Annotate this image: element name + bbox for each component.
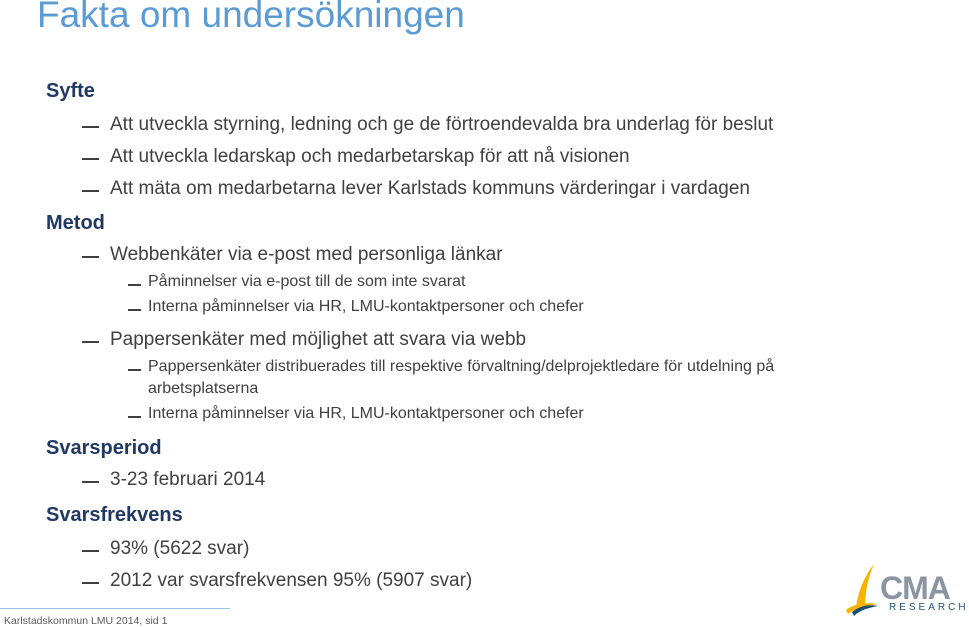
metod-web-label: Webbenkäter via e-post med personliga länkar <box>110 244 503 265</box>
bullet-dash <box>128 284 141 286</box>
syfte-item-2: Att utveckla ledarskap och medarbetarskap för att nå visionen <box>110 146 630 167</box>
bullet-dash <box>128 416 141 418</box>
svarsfrekvens-item-1: 93% (5622 svar) <box>110 538 250 559</box>
metod-paper-sub-2: Interna påminnelser via HR, LMU-kontaktpersoner och chefer <box>148 405 584 422</box>
bullet-dash <box>82 190 99 192</box>
bullet-dash <box>82 256 99 258</box>
logo-subtitle: RESEARCH <box>889 602 969 613</box>
metod-web-sub-2: Interna påminnelser via HR, LMU-kontaktpersoner och chefer <box>148 298 584 315</box>
footer-text: Karlstadskommun LMU 2014, sid 1 <box>4 615 168 627</box>
metod-paper-sub-1-line-2: arbetsplatserna <box>148 380 259 397</box>
heading-svarsperiod: Svarsperiod <box>46 437 162 459</box>
bullet-dash <box>82 582 99 584</box>
bullet-dash <box>128 369 141 371</box>
bullet-dash <box>82 341 99 343</box>
page-title: Fakta om undersökningen <box>37 0 465 35</box>
logo-wordmark: CMA <box>880 570 950 606</box>
metod-paper-label: Pappersenkäter med möjlighet att svara via webb <box>110 329 527 350</box>
svarsfrekvens-item-2: 2012 var svarsfrekvensen 95% (5907 svar) <box>110 570 473 591</box>
bullet-dash <box>82 481 99 483</box>
heading-syfte: Syfte <box>46 80 95 102</box>
bullet-dash <box>82 158 99 160</box>
bullet-dash <box>82 550 99 552</box>
syfte-item-1: Att utveckla styrning, ledning och ge de förtroendevalda bra underlag för beslut <box>110 114 774 135</box>
metod-paper-sub-1-line-1: Pappersenkäter distribuerades till respektive förvaltning/delprojektledare för utdelning på <box>148 358 775 375</box>
syfte-item-3: Att mäta om medarbetarna lever Karlstads kommuns värderingar i vardagen <box>110 178 750 199</box>
svarsperiod-item-1: 3-23 februari 2014 <box>110 469 266 490</box>
heading-svarsfrekvens: Svarsfrekvens <box>46 504 183 526</box>
heading-metod: Metod <box>46 212 105 234</box>
bullet-dash <box>128 309 141 311</box>
bullet-dash <box>82 126 99 128</box>
metod-web-sub-1: Påminnelser via e-post till de som inte svarat <box>148 273 466 290</box>
footer-divider <box>0 608 230 609</box>
